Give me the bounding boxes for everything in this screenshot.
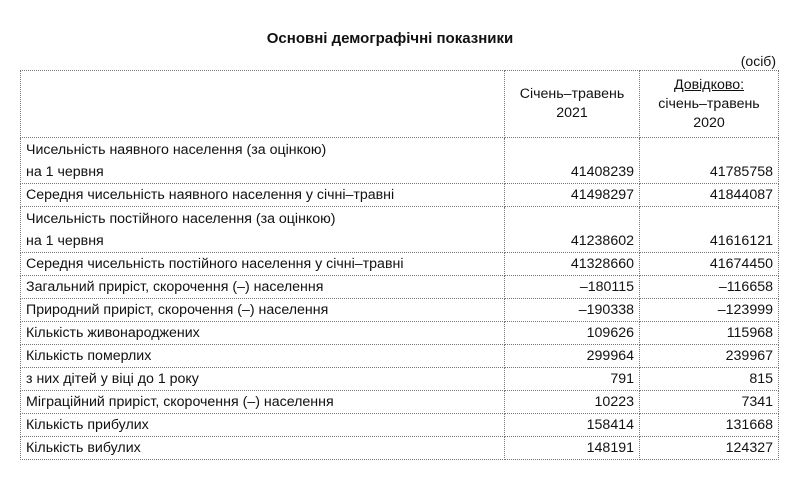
value-2020: 41616121: [640, 207, 779, 253]
value-2020: 131668: [640, 414, 779, 437]
header-indicator-cell: [21, 71, 505, 138]
value-2020: –116658: [640, 276, 779, 299]
row-label: Кількість померлих: [21, 345, 505, 368]
row-label-line2: на 1 червня: [26, 233, 104, 249]
header-2021: Січень–травень 2021: [505, 71, 640, 138]
row-label: Середня чисельність постійного населення у січні–травні: [21, 253, 505, 276]
value-2020: –123999: [640, 299, 779, 322]
value-2021: 148191: [505, 437, 640, 460]
row-label: Кількість вибулих: [21, 437, 505, 460]
value-2020: 115968: [640, 322, 779, 345]
table-row: [21, 299, 779, 322]
row-label: Кількість живонароджених: [21, 322, 505, 345]
table-row: [21, 322, 779, 345]
value-2021: 41328660: [505, 253, 640, 276]
table-row: [21, 207, 779, 253]
value-2020: 124327: [640, 437, 779, 460]
value-2020: 239967: [640, 345, 779, 368]
demographics-table: [20, 70, 779, 460]
document-title: Основні демографічні показники: [266, 30, 514, 47]
table-row: [21, 391, 779, 414]
value-2021: –190338: [505, 299, 640, 322]
value-2021: 791: [505, 368, 640, 391]
table-row: [21, 184, 779, 207]
row-label-line1: Чисельність постійного населення (за оцінкою): [26, 211, 336, 227]
value-2021: 41498297: [505, 184, 640, 207]
header-2020-period: січень–травень 2020: [658, 95, 760, 131]
value-2021: 109626: [505, 322, 640, 345]
table-row: [21, 414, 779, 437]
value-2021: 299964: [505, 345, 640, 368]
row-label-line2: на 1 червня: [26, 164, 104, 180]
row-label: з них дітей у віці до 1 року: [21, 368, 505, 391]
value-2021: 10223: [505, 391, 640, 414]
value-2021: 41408239: [505, 138, 640, 184]
unit-label: (осіб): [740, 53, 776, 69]
row-label: [21, 207, 505, 253]
row-label: Середня чисельність наявного населення у січні–травні: [21, 184, 505, 207]
table-row: [21, 138, 779, 184]
table-row: [21, 345, 779, 368]
row-label: [21, 138, 505, 184]
table-row: [21, 253, 779, 276]
row-label-line1: Чисельність наявного населення (за оцінкою): [26, 142, 327, 158]
row-label: Міграційний приріст, скорочення (–) населення: [21, 391, 505, 414]
table-header-row: [21, 71, 779, 138]
value-2021: 158414: [505, 414, 640, 437]
table-row: [21, 276, 779, 299]
row-label: Загальний приріст, скорочення (–) населення: [21, 276, 505, 299]
value-2021: –180115: [505, 276, 640, 299]
value-2020: 41785758: [640, 138, 779, 184]
value-2020: 815: [640, 368, 779, 391]
value-2020: 7341: [640, 391, 779, 414]
table-row: [21, 437, 779, 460]
row-label: Природний приріст, скорочення (–) населення: [21, 299, 505, 322]
header-reference-label: Довідково:: [673, 76, 745, 93]
table-row: [21, 368, 779, 391]
header-2020: [640, 71, 779, 138]
value-2020: 41844087: [640, 184, 779, 207]
value-2020: 41674450: [640, 253, 779, 276]
row-label: Кількість прибулих: [21, 414, 505, 437]
value-2021: 41238602: [505, 207, 640, 253]
